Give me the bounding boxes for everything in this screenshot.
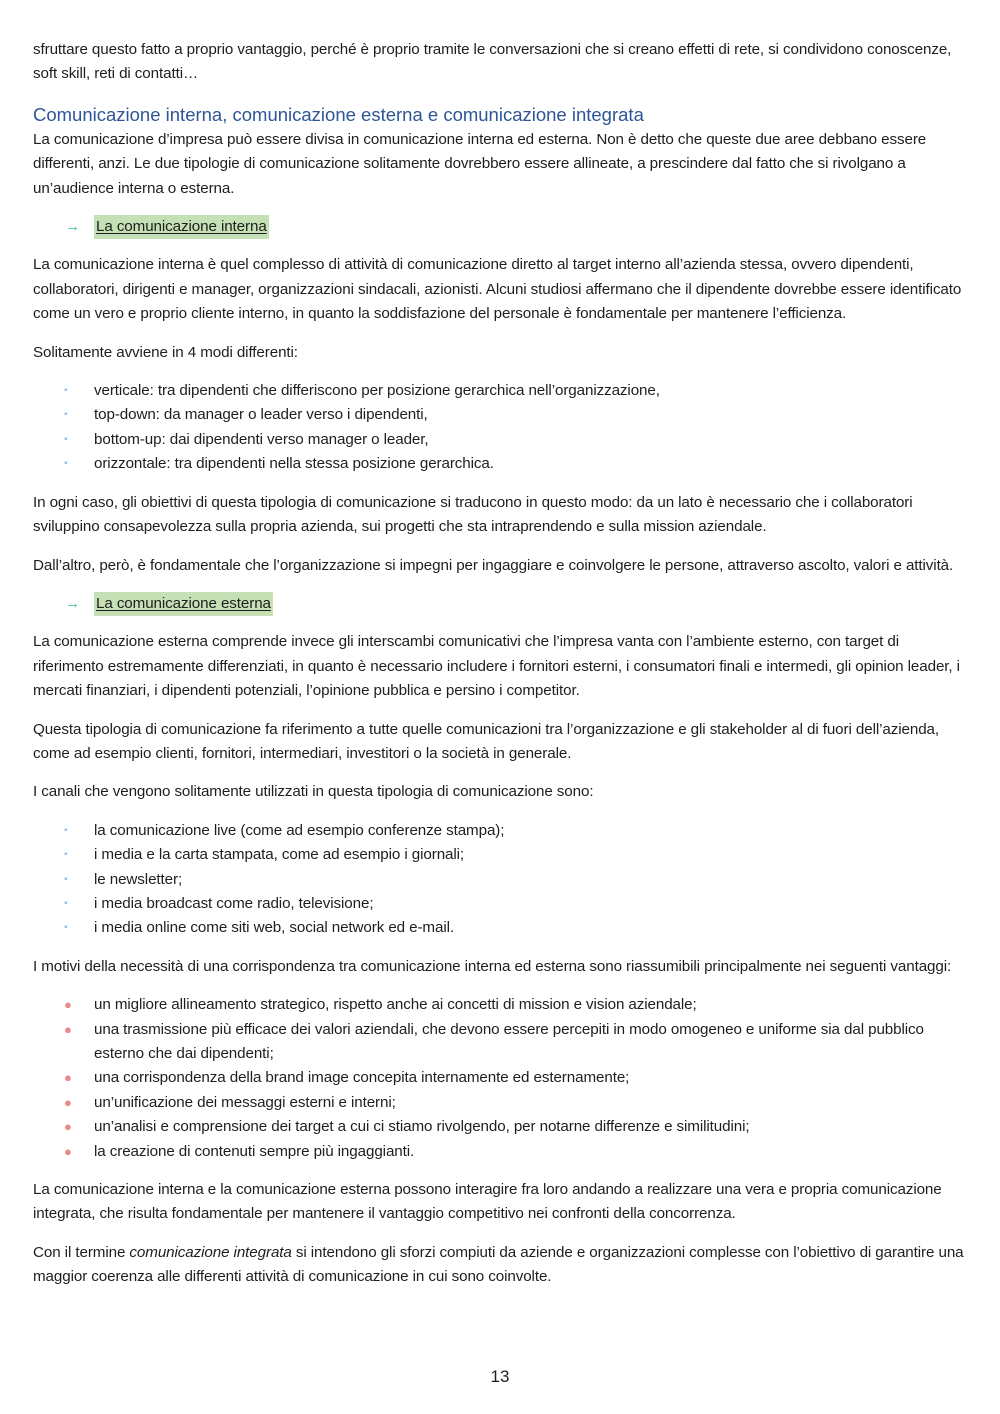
advantages-list	[33, 993, 967, 1164]
list-item	[33, 1140, 967, 1164]
round-bullet-icon: ●	[64, 1094, 72, 1110]
list-item	[33, 892, 967, 916]
text-span: Con il termine	[33, 1243, 130, 1261]
list-item-text: orizzontale: tra dipendenti nella stessa posizione gerarchica.	[94, 455, 494, 473]
paragraph-overview: La comunicazione d’impresa può essere divisa in comunicazione interna ed esterna. Non è detto che queste due aree debbano essere differenti, anzi. Le due tipologie di comunicazione solitamente dovrebbero essere allineate, a prescindere dal fatto che si rivolgano a un’audience interna o esterna.	[33, 130, 927, 197]
arrow-right-icon: →	[65, 218, 80, 236]
list-item-text: una corrispondenza della brand image concepita internamente ed esternamente;	[94, 1069, 630, 1087]
list-item	[33, 1115, 967, 1139]
square-bullet-icon: ▪	[64, 873, 68, 885]
subheading-external	[33, 592, 967, 616]
round-bullet-icon: ●	[64, 1119, 72, 1135]
square-bullet-icon: ▪	[64, 385, 68, 397]
square-bullet-icon: ▪	[64, 824, 68, 836]
square-bullet-icon: ▪	[64, 433, 68, 445]
subheading-external-label: La comunicazione esterna	[94, 592, 273, 616]
round-bullet-icon: ●	[64, 997, 72, 1013]
list-item	[33, 452, 967, 476]
arrow-right-icon: →	[65, 594, 80, 612]
square-bullet-icon: ▪	[64, 458, 68, 470]
round-bullet-icon: ●	[64, 1070, 72, 1086]
list-item-text: le newsletter;	[94, 870, 183, 888]
list-item-text: una trasmissione più efficace dei valori aziendali, che devono essere percepiti in modo omogeneo e uniforme sia dal pubblico esterno che dai dipendenti;	[94, 1020, 924, 1062]
list-item-text: la creazione di contenuti sempre più ingaggianti.	[94, 1142, 415, 1160]
list-item	[33, 1018, 967, 1067]
channels-list	[33, 819, 967, 941]
list-item-text: top-down: da manager o leader verso i dipendenti,	[94, 406, 428, 424]
paragraph-modes-intro: Solitamente avviene in 4 modi differenti:	[33, 343, 298, 361]
square-bullet-icon: ▪	[64, 922, 68, 934]
round-bullet-icon: ●	[64, 1021, 72, 1037]
list-item	[33, 428, 967, 452]
paragraph-external-definition: La comunicazione esterna comprende invece gli interscambi comunicativi che l’impresa vanta con l’ambiente esterno, con target di riferimento estremamente differenziati, in quanto è necessario includere i fornitori esterni, i consumatori finali e intermedi, gli opinion leader, i mercati finanziari, i dipendenti potenziali, l’opinione pubblica e persino i competitor.	[33, 633, 960, 700]
list-item-text: la comunicazione live (come ad esempio conferenze stampa);	[94, 821, 505, 839]
paragraph-integrated-definition	[33, 1241, 967, 1290]
list-item-text: verticale: tra dipendenti che differiscono per posizione gerarchica nell’organizzazione,	[94, 382, 660, 400]
list-item-text: un’analisi e comprensione dei target a cui ci stiamo rivolgendo, per notarne differenze e similitudini;	[94, 1118, 750, 1136]
paragraph-channels-intro: I canali che vengono solitamente utilizzati in questa tipologia di comunicazione sono:	[33, 783, 594, 801]
page-number: 13	[490, 1367, 510, 1386]
emphasis-term: comunicazione integrata	[129, 1243, 292, 1261]
paragraph-integration: La comunicazione interna e la comunicazione esterna possono interagire fra loro andando a realizzare una vera e propria comunicazione integrata, che risulta fondamentale per mantenere il vantaggio competitivo nei confronti della concorrenza.	[33, 1181, 942, 1223]
list-item	[33, 819, 967, 843]
document-page	[33, 38, 967, 1304]
paragraph-stakeholders: Questa tipologia di comunicazione fa riferimento a tutte quelle comunicazioni tra l’organizzazione e gli stakeholder al di fuori dell’azienda, come ad esempio clienti, fornitori, intermediari, investitori o la società in generale.	[33, 720, 940, 762]
paragraph-engagement: Dall’altro, però, è fondamentale che l’organizzazione si impegni per ingaggiare e coinvolgere le persone, attraverso ascolto, valori e attività.	[33, 556, 954, 574]
list-item-text: bottom-up: dai dipendenti verso manager o leader,	[94, 430, 429, 448]
list-item	[33, 993, 967, 1017]
list-item	[33, 1066, 967, 1090]
paragraph-internal-definition: La comunicazione interna è quel complesso di attività di comunicazione diretto al target interno all’azienda stessa, ovvero dipendenti, collaboratori, dirigenti e manager, organizzazioni sindacali, azionisti. Alcuni studiosi affermano che il dipendente dovrebbe essere identificato come un vero e proprio cliente interno, in quanto la soddisfazione del personale è fondamentale per mantenere l’efficienza.	[33, 256, 962, 323]
paragraph-objectives: In ogni caso, gli obiettivi di questa tipologia di comunicazione si traducono in questo modo: da un lato è necessario che i collaboratori sviluppino consapevolezza sulla propria azienda, sui progetti che sta intraprendendo e sulla mission aziendale.	[33, 493, 913, 536]
list-item	[33, 379, 967, 403]
list-item	[33, 916, 967, 940]
modes-list	[33, 379, 967, 477]
square-bullet-icon: ▪	[64, 849, 68, 861]
paragraph-intro: sfruttare questo fatto a proprio vantaggio, perché è proprio tramite le conversazioni che si creano effetti di rete, si condividono conoscenze, soft skill, reti di contatti…	[33, 41, 952, 83]
subheading-internal	[33, 215, 967, 239]
list-item	[33, 868, 967, 892]
list-item-text: un migliore allineamento strategico, rispetto anche ai concetti di mission e vision aziendale;	[94, 996, 697, 1014]
subheading-internal-label: La comunicazione interna	[94, 215, 269, 239]
list-item	[33, 843, 967, 867]
square-bullet-icon: ▪	[64, 897, 68, 909]
square-bullet-icon: ▪	[64, 409, 68, 421]
list-item-text: i media e la carta stampata, come ad esempio i giornali;	[94, 846, 465, 864]
list-item	[33, 1091, 967, 1115]
list-item-text: un’unificazione dei messaggi esterni e interni;	[94, 1093, 396, 1111]
paragraph-advantages-intro: I motivi della necessità di una corrispondenza tra comunicazione interna ed esterna sono riassumibili principalmente nei seguenti vantaggi:	[33, 957, 952, 975]
round-bullet-icon: ●	[64, 1143, 72, 1159]
list-item-text: i media broadcast come radio, televisione;	[94, 894, 374, 912]
text-span: si intendono gli sforzi compiuti da aziende e organizzazioni complesse con l’obiettivo di garantire una maggior coerenza alle differenti attività di comunicazione in cui sono coinvolte.	[33, 1243, 964, 1286]
list-item-text: i media online come siti web, social network ed e-mail.	[94, 919, 455, 937]
section-heading: Comunicazione interna, comunicazione esterna e comunicazione integrata	[33, 103, 644, 125]
list-item	[33, 403, 967, 427]
